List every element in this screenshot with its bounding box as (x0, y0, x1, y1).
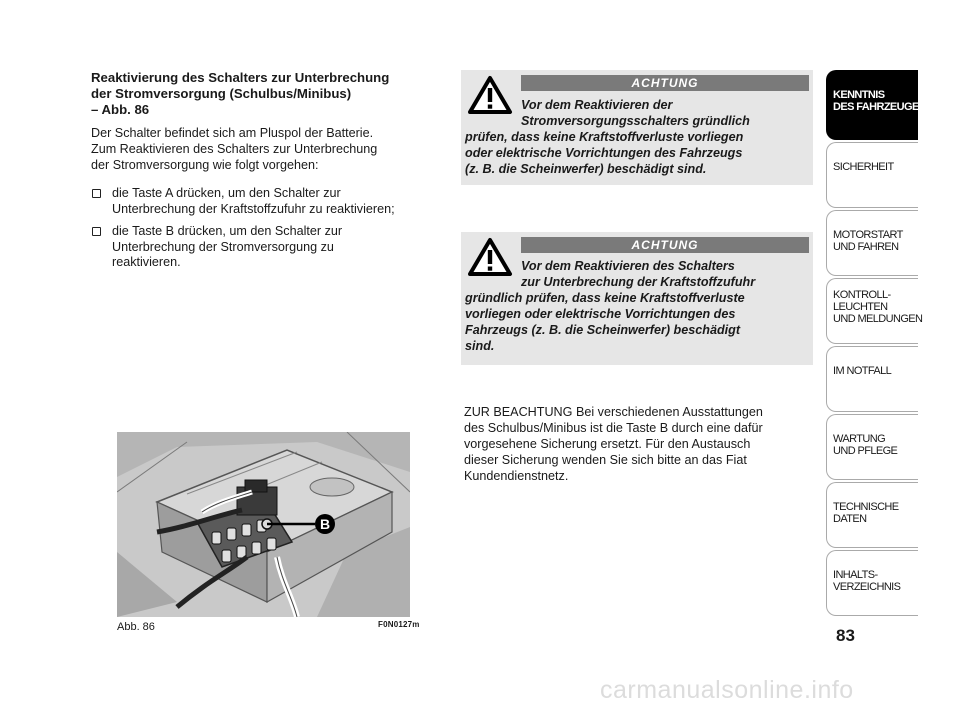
step-line: die Taste A drücken, um den Schalter zur (112, 186, 341, 200)
step-line: reaktivieren. (112, 255, 181, 269)
tab-label: UND FAHREN (833, 241, 899, 253)
tab-label: VERZEICHNIS (833, 581, 901, 593)
list-item (91, 186, 451, 217)
note-paragraph (464, 404, 814, 484)
warning-line: Fahrzeugs (z. B. die Scheinwerfer) beschädigt (465, 323, 741, 337)
note-line: Kundendienstnetz. (464, 469, 569, 483)
warning-box (461, 70, 813, 185)
section-heading (91, 70, 441, 118)
warning-line: zur Unterbrechung der Kraftstoffzufuhr (521, 275, 756, 289)
checkbox-bullet-icon (92, 227, 101, 236)
warning-box (461, 232, 813, 365)
tab-kontrollleuchten[interactable] (826, 278, 923, 344)
intro-line: Zum Reaktivieren des Schalters zur Unterbrechung (91, 142, 378, 156)
warning-text (465, 97, 811, 177)
page-number: 83 (836, 626, 855, 645)
tab-label: INHALTS- (833, 569, 878, 581)
note-line: vorgesehene Sicherung ersetzt. Für den Austausch (464, 437, 751, 451)
warning-line: sind. (465, 339, 495, 353)
warning-line: prüfen, dass keine Kraftstoffverluste vorliegen (465, 130, 744, 144)
warning-line: (z. B. die Scheinwerfer) beschädigt sind. (465, 162, 707, 176)
warning-line: Vor dem Reaktivieren der (521, 98, 673, 112)
tab-sicherheit[interactable] (826, 142, 918, 208)
tab-technische-daten[interactable] (826, 482, 918, 548)
heading-line: der Stromversorgung (Schulbus/Minibus) (91, 86, 352, 101)
note-line: des Schulbus/Minibus ist die Taste B durch eine dafür (464, 421, 763, 435)
tab-label: DATEN (833, 513, 867, 525)
tab-label: UND PFLEGE (833, 445, 898, 457)
tab-motorstart[interactable] (826, 210, 918, 276)
tab-kenntnis[interactable] (826, 70, 926, 140)
battery-figure (117, 432, 410, 617)
tab-wartung[interactable] (826, 414, 918, 480)
note-line: ZUR BEACHTUNG Bei verschiedenen Ausstattungen (464, 405, 763, 419)
heading-line: Reaktivierung des Schalters zur Unterbrechung (91, 70, 390, 85)
battery-illustration (117, 432, 410, 617)
tab-label: SICHERHEIT (833, 161, 894, 173)
step-line: Unterbrechung der Stromversorgung zu (112, 239, 334, 254)
steps-list (91, 186, 451, 278)
warning-title: ACHTUNG (521, 75, 809, 91)
tab-label: IM NOTFALL (833, 365, 892, 377)
warning-line: oder elektrische Vorrichtungen des Fahrzeugs (465, 146, 743, 160)
tab-im-notfall[interactable] (826, 346, 918, 412)
figure-caption: Abb. 86 (117, 621, 155, 633)
watermark: carmanualsonline.info (600, 676, 854, 704)
intro-paragraph (91, 125, 441, 173)
step-line: die Taste B drücken, um den Schalter zur (112, 224, 343, 238)
tab-inhaltsverzeichnis[interactable] (826, 550, 918, 616)
intro-line: Der Schalter befindet sich am Pluspol der Batterie. (91, 126, 374, 140)
tab-label: LEUCHTEN (833, 301, 888, 313)
warning-text (465, 258, 811, 354)
warning-line: Stromversorgungsschalters gründlich (521, 114, 750, 128)
tab-label: UND MELDUNGEN (833, 313, 923, 325)
tab-label: DES FAHRZEUGES (833, 101, 926, 113)
warning-title: ACHTUNG (521, 237, 809, 253)
heading-line: – Abb. 86 (91, 102, 150, 117)
note-line: dieser Sicherung wenden Sie sich bitte an das Fiat (464, 453, 747, 467)
list-item (91, 224, 451, 271)
step-line: Unterbrechung der Kraftstoffzufuhr zu reaktivieren; (112, 201, 395, 216)
warning-line: vorliegen oder elektrische Vorrichtungen des (465, 307, 736, 321)
callout-label-b: B (319, 516, 331, 532)
tab-label: WARTUNG (833, 433, 886, 445)
tab-label: MOTORSTART (833, 229, 903, 241)
tab-label: KONTROLL- (833, 289, 891, 301)
warning-line: gründlich prüfen, dass keine Kraftstoffverluste (465, 291, 745, 305)
checkbox-bullet-icon (92, 189, 101, 198)
tab-label: KENNTNIS (833, 89, 885, 101)
warning-line: Vor dem Reaktivieren des Schalters (521, 259, 735, 273)
figure-code: F0N0127m (378, 620, 420, 629)
chapter-tabs (826, 70, 926, 618)
tab-label: TECHNISCHE (833, 501, 899, 513)
intro-line: der Stromversorgung wie folgt vorgehen: (91, 158, 319, 172)
